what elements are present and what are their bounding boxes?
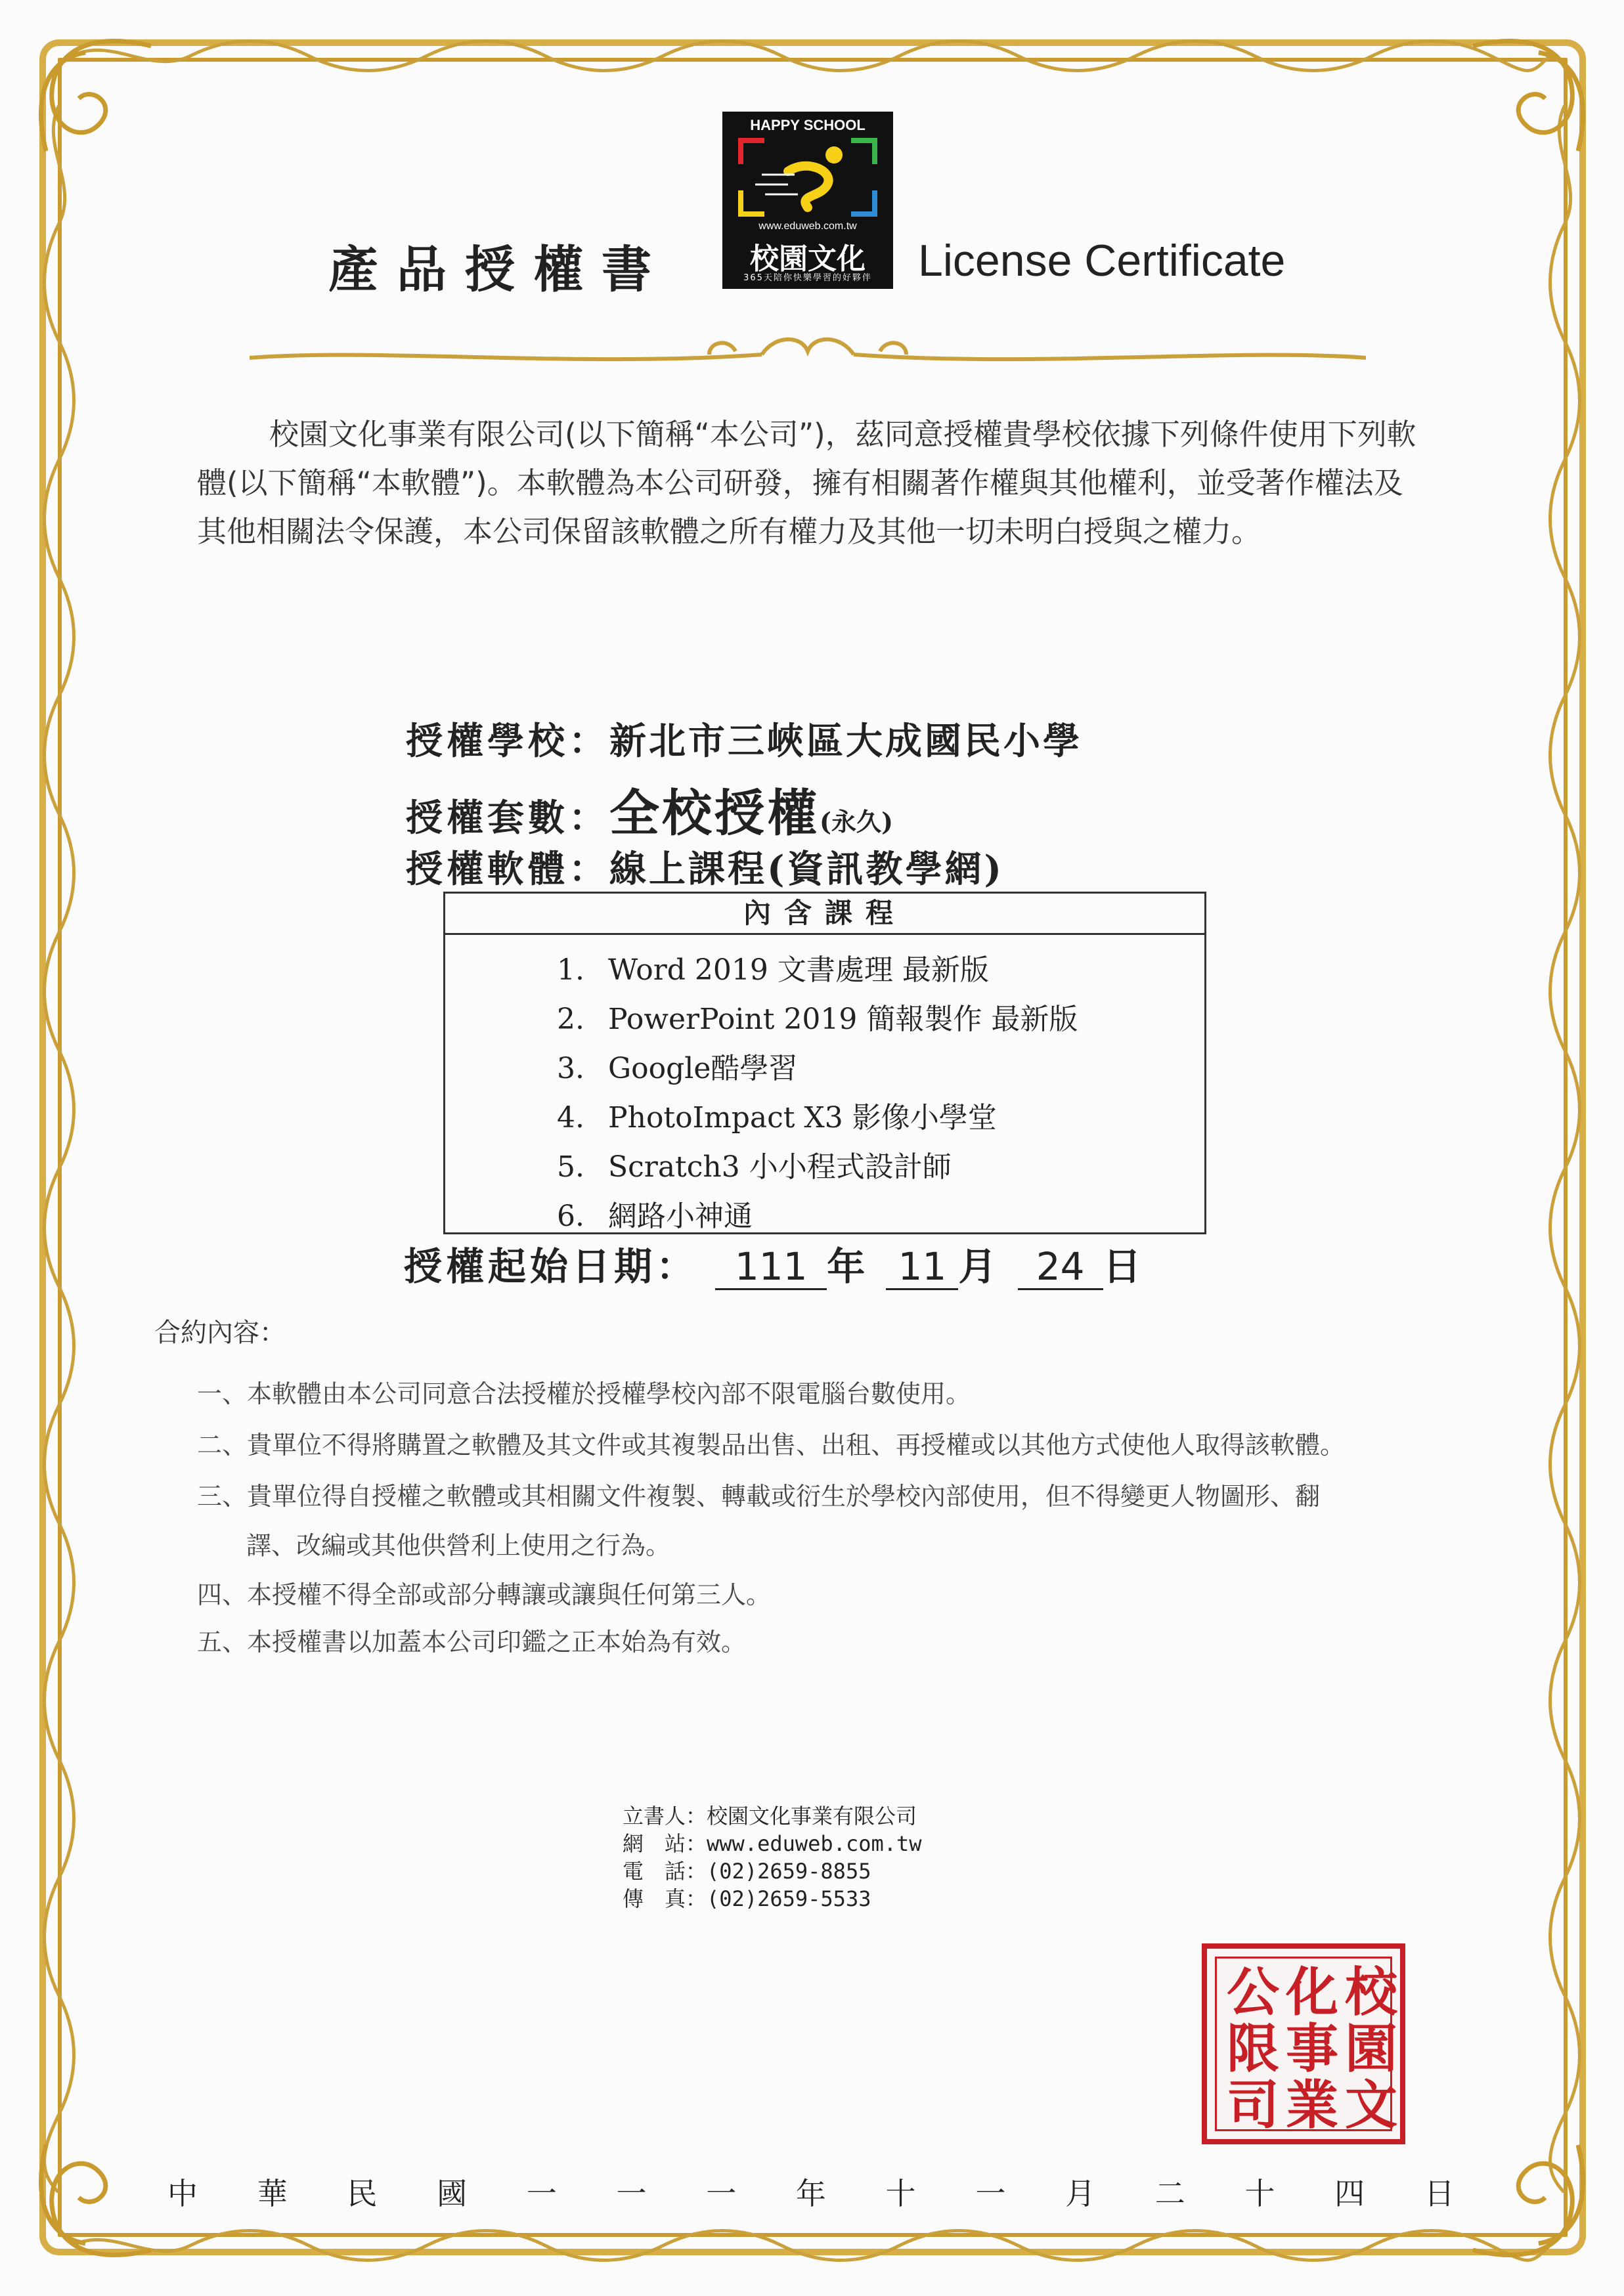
- start-date-year-unit: 年: [827, 1244, 869, 1289]
- course-list-header: 內含課程: [445, 894, 1204, 935]
- logo-url: www.eduweb.com.tw: [758, 221, 857, 232]
- right-ornament-band: [1542, 105, 1588, 2193]
- course-item: [557, 1045, 797, 1087]
- footer-date-char: 一: [526, 2176, 557, 2211]
- issuer-fax-label: 傳 真：: [623, 1886, 707, 1911]
- seal-char: 限: [1227, 2018, 1279, 2079]
- course-number: 4.: [557, 1101, 584, 1135]
- company-seal-stamp: [1202, 1943, 1405, 2144]
- seal-char: 司: [1227, 2074, 1279, 2136]
- footer-date-char: 日: [1424, 2176, 1455, 2211]
- course-list-box: [443, 892, 1206, 1234]
- license-seats-note: (永久): [820, 807, 893, 836]
- issuer-phone: (02)2659-8855: [707, 1859, 871, 1884]
- licensed-software-row: [406, 840, 1004, 893]
- title-ornament-divider: [250, 322, 1366, 381]
- term-item: 五、本授權書以加蓋本公司印鑑之正本始為有效。: [197, 1628, 747, 1657]
- title-english: License Certificate: [918, 236, 1286, 286]
- logo-name: 校園文化: [750, 242, 866, 276]
- footer-date-char: 年: [795, 2176, 826, 2211]
- course-name: Scratch3 小小程式設計師: [608, 1150, 952, 1184]
- start-date-month: 11: [886, 1245, 958, 1290]
- licensed-software-value: 線上課程(資訊教學網): [609, 848, 1004, 891]
- course-number: 3.: [557, 1052, 584, 1085]
- issuer-website-label: 網 站：: [623, 1831, 707, 1856]
- course-item: [557, 1143, 952, 1185]
- footer-date-char: 一: [616, 2176, 647, 2211]
- seal-char: 業: [1286, 2074, 1338, 2136]
- course-name: PhotoImpact X3 影像小學堂: [608, 1101, 997, 1135]
- footer-date-char: 十: [1244, 2176, 1275, 2211]
- issuer-fax-row: [623, 1885, 922, 1913]
- start-date-day: 24: [1018, 1245, 1103, 1290]
- issuer-website: www.eduweb.com.tw: [707, 1831, 922, 1856]
- start-date-label: 授權起始日期：: [404, 1244, 699, 1289]
- seal-char: 事: [1286, 2018, 1338, 2079]
- issuer-phone-row: [623, 1857, 922, 1885]
- logo-slogan: 365天陪你快樂學習的好夥伴: [743, 273, 872, 283]
- issuer-company-label: 立書人：: [623, 1804, 707, 1829]
- course-number: 6.: [557, 1200, 584, 1233]
- intro-paragraph: 校園文化事業有限公司(以下簡稱“本公司”)，茲同意授權貴學校依據下列條件使用下列軟體(以下簡稱“本軟體”)。本軟體為本公司研發，擁有相關著作權與其他權利，並受著作權法及其他相關法令保護，本公司保留該軟體之所有權力及其他一切未明白授與之權力。: [197, 417, 1416, 549]
- course-name: 網路小神通: [608, 1200, 753, 1233]
- licensed-school-value: 新北市三峽區大成國民小學: [609, 720, 1082, 763]
- license-seats-label: 授權套數：: [406, 796, 609, 840]
- company-logo: [722, 112, 893, 289]
- licensed-school-row: [406, 712, 1082, 765]
- course-item: [557, 1192, 753, 1234]
- course-name: PowerPoint 2019 簡報製作 最新版: [608, 1003, 1078, 1036]
- top-ornament-band: [72, 36, 1550, 76]
- bottom-right-corner-ornament: [1460, 2132, 1604, 2276]
- footer-date-char: 民: [347, 2176, 378, 2211]
- footer-date-char: 一: [975, 2176, 1006, 2211]
- issuer-block: [623, 1802, 922, 1913]
- seal-char: 文: [1345, 2074, 1397, 2136]
- terms-heading: 合約內容：: [154, 1318, 286, 1348]
- course-number: 1.: [557, 953, 584, 987]
- issue-date-footer: [167, 2170, 1455, 2213]
- issuer-website-row: [623, 1830, 922, 1857]
- issuer-company: 校園文化事業有限公司: [707, 1804, 917, 1829]
- start-date-month-unit: 月: [958, 1244, 1001, 1289]
- license-start-date: [404, 1236, 1145, 1291]
- footer-date-char: 月: [1065, 2176, 1096, 2211]
- top-left-corner-ornament: [20, 20, 164, 164]
- footer-date-char: 國: [437, 2176, 468, 2211]
- footer-date-char: 十: [885, 2176, 916, 2211]
- course-number: 2.: [557, 1003, 584, 1036]
- top-right-corner-ornament: [1460, 20, 1604, 164]
- left-ornament-band: [36, 105, 82, 2193]
- licensed-school-label: 授權學校：: [406, 720, 609, 763]
- bottom-left-corner-ornament: [20, 2132, 164, 2276]
- license-seats-row: [406, 773, 893, 845]
- start-date-day-unit: 日: [1103, 1244, 1145, 1289]
- title-chinese: 產品授權書: [328, 240, 670, 299]
- logo-figure-icon: [735, 135, 880, 219]
- licensed-software-label: 授權軟體：: [406, 848, 609, 891]
- seal-char: 園: [1345, 2018, 1397, 2079]
- term-item: 四、本授權不得全部或部分轉讓或讓與任何第三人。: [197, 1580, 772, 1609]
- term-item-continued: 譯、改編或其他供營利上使用之行為。: [246, 1531, 671, 1560]
- logo-tagline: HAPPY SCHOOL: [750, 117, 866, 133]
- footer-date-char: 一: [706, 2176, 737, 2211]
- course-item: [557, 946, 989, 988]
- start-date-year: 111: [715, 1245, 827, 1290]
- footer-date-char: 二: [1154, 2176, 1185, 2211]
- course-name: Word 2019 文書處理 最新版: [608, 953, 989, 987]
- seal-char: 校: [1345, 1961, 1397, 2023]
- license-seats-value: 全校授權: [609, 784, 820, 842]
- issuer-company-row: [623, 1802, 922, 1830]
- issuer-fax: (02)2659-5533: [707, 1886, 871, 1911]
- issuer-phone-label: 電 話：: [623, 1859, 707, 1884]
- course-item: [557, 995, 1078, 1037]
- seal-char: 化: [1286, 1961, 1338, 2023]
- footer-date-char: 中: [167, 2176, 198, 2211]
- footer-date-char: 華: [257, 2176, 288, 2211]
- course-item: [557, 1094, 997, 1136]
- footer-date-char: 四: [1334, 2176, 1365, 2211]
- course-number: 5.: [557, 1150, 584, 1184]
- term-item: 一、本軟體由本公司同意合法授權於授權學校內部不限電腦台數使用。: [197, 1379, 971, 1408]
- course-name: Google酷學習: [608, 1052, 798, 1085]
- term-item: 二、貴單位不得將購置之軟體及其文件或其複製品出售、出租、再授權或以其他方式使他人取得該軟體。: [197, 1431, 1346, 1460]
- term-item: 三、貴單位得自授權之軟體或其相關文件複製、轉載或衍生於學校內部使用，但不得變更人物圖形、翻: [197, 1482, 1321, 1511]
- seal-char: 公: [1227, 1961, 1279, 2023]
- bottom-ornament-band: [72, 2226, 1550, 2265]
